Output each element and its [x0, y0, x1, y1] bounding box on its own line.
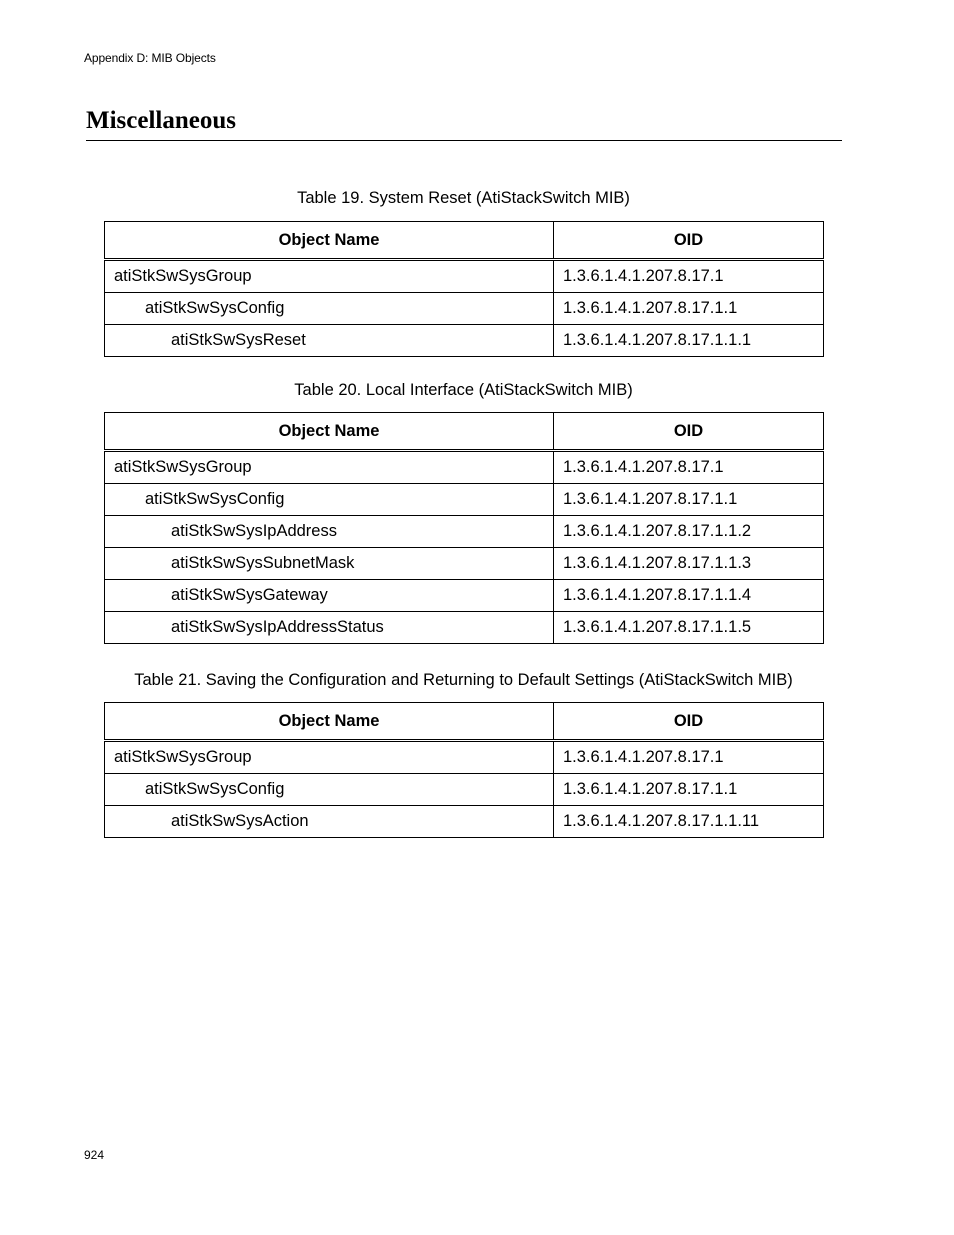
- object-name-cell: atiStkSwSysGroup: [105, 451, 554, 484]
- table-row: [105, 516, 824, 548]
- table-row: [105, 580, 824, 612]
- column-header-oid: OID: [554, 222, 824, 260]
- object-name-cell: atiStkSwSysConfig: [105, 774, 554, 806]
- oid-cell: 1.3.6.1.4.1.207.8.17.1.1.1: [554, 325, 824, 357]
- table-row: [105, 484, 824, 516]
- column-header-object-name: Object Name: [105, 703, 554, 741]
- object-name-cell: atiStkSwSysGroup: [105, 260, 554, 293]
- section-rule: [86, 140, 842, 141]
- table-21: [104, 702, 824, 838]
- table-row: [105, 774, 824, 806]
- column-header-object-name: Object Name: [105, 222, 554, 260]
- oid-cell: 1.3.6.1.4.1.207.8.17.1: [554, 451, 824, 484]
- table-row: [105, 325, 824, 357]
- object-name-cell: atiStkSwSysSubnetMask: [105, 548, 554, 580]
- table-header-row: [105, 703, 824, 741]
- oid-cell: 1.3.6.1.4.1.207.8.17.1.1.11: [554, 806, 824, 838]
- object-name-cell: atiStkSwSysConfig: [105, 293, 554, 325]
- oid-cell: 1.3.6.1.4.1.207.8.17.1.1.3: [554, 548, 824, 580]
- table-row: [105, 741, 824, 774]
- table-21-caption: Table 21. Saving the Configuration and Returning to Default Settings (AtiStackSwitch MIB): [134, 671, 793, 689]
- oid-cell: 1.3.6.1.4.1.207.8.17.1.1: [554, 293, 824, 325]
- table-row: [105, 293, 824, 325]
- object-name-cell: atiStkSwSysGateway: [105, 580, 554, 612]
- page-number: 924: [84, 1148, 105, 1162]
- object-name-cell: atiStkSwSysIpAddress: [105, 516, 554, 548]
- table-row: [105, 260, 824, 293]
- table-row: [105, 548, 824, 580]
- object-name-cell: atiStkSwSysReset: [105, 325, 554, 357]
- running-header: Appendix D: MIB Objects: [84, 51, 216, 65]
- table-20: [104, 412, 824, 644]
- object-name-cell: atiStkSwSysIpAddressStatus: [105, 612, 554, 644]
- table-row: [105, 806, 824, 838]
- column-header-oid: OID: [554, 703, 824, 741]
- table-row: [105, 612, 824, 644]
- oid-cell: 1.3.6.1.4.1.207.8.17.1.1: [554, 484, 824, 516]
- table-header-row: [105, 413, 824, 451]
- column-header-oid: OID: [554, 413, 824, 451]
- table-19: [104, 221, 824, 357]
- oid-cell: 1.3.6.1.4.1.207.8.17.1: [554, 741, 824, 774]
- object-name-cell: atiStkSwSysConfig: [105, 484, 554, 516]
- table-row: [105, 451, 824, 484]
- oid-cell: 1.3.6.1.4.1.207.8.17.1.1.2: [554, 516, 824, 548]
- table-20-caption: Table 20. Local Interface (AtiStackSwitch MIB): [294, 381, 633, 399]
- section-title: Miscellaneous: [86, 107, 236, 134]
- object-name-cell: atiStkSwSysAction: [105, 806, 554, 838]
- column-header-object-name: Object Name: [105, 413, 554, 451]
- oid-cell: 1.3.6.1.4.1.207.8.17.1: [554, 260, 824, 293]
- oid-cell: 1.3.6.1.4.1.207.8.17.1.1: [554, 774, 824, 806]
- table-19-caption: Table 19. System Reset (AtiStackSwitch MIB): [297, 189, 630, 207]
- table-header-row: [105, 222, 824, 260]
- object-name-cell: atiStkSwSysGroup: [105, 741, 554, 774]
- oid-cell: 1.3.6.1.4.1.207.8.17.1.1.5: [554, 612, 824, 644]
- oid-cell: 1.3.6.1.4.1.207.8.17.1.1.4: [554, 580, 824, 612]
